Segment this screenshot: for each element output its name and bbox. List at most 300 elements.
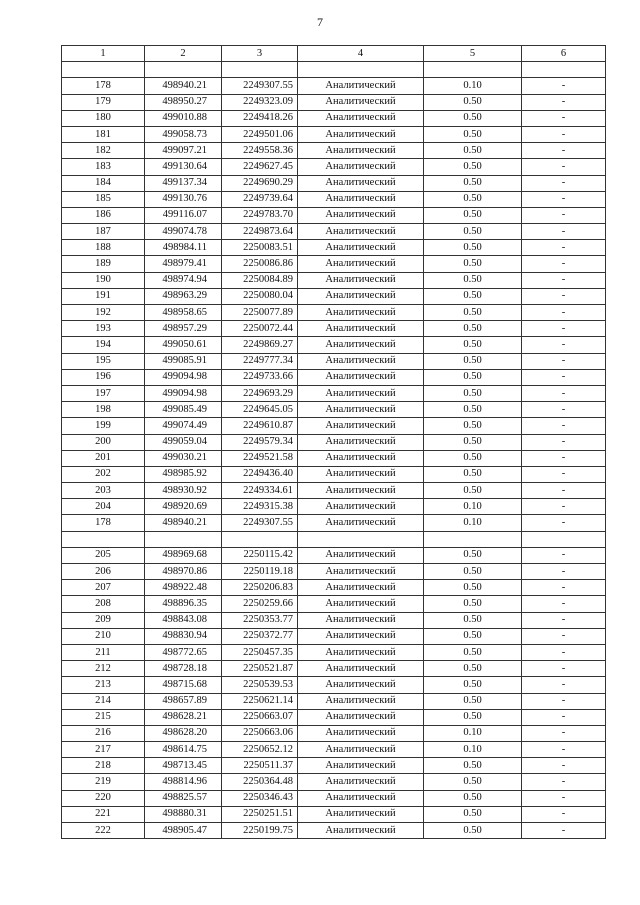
x-coordinate-cell: 499130.76 — [145, 191, 222, 207]
table-row — [62, 612, 606, 628]
note-cell: - — [522, 288, 606, 304]
note-cell: - — [522, 159, 606, 175]
table-row — [62, 644, 606, 660]
table-row — [62, 385, 606, 401]
table-header-row — [62, 46, 606, 62]
note-cell: - — [522, 321, 606, 337]
point-number-cell: 192 — [62, 305, 145, 321]
x-coordinate-cell: 498628.21 — [145, 709, 222, 725]
point-number-cell: 218 — [62, 758, 145, 774]
note-cell: - — [522, 256, 606, 272]
y-coordinate-cell: 2249627.45 — [222, 159, 298, 175]
method-cell: Аналитический — [298, 272, 424, 288]
table-row — [62, 709, 606, 725]
accuracy-cell: 0.50 — [424, 240, 522, 256]
coordinates-table — [61, 45, 606, 839]
point-number-cell: 188 — [62, 240, 145, 256]
x-coordinate-cell: 498969.68 — [145, 547, 222, 563]
x-coordinate-cell: 498728.18 — [145, 661, 222, 677]
method-cell: Аналитический — [298, 288, 424, 304]
accuracy-cell: 0.10 — [424, 742, 522, 758]
method-cell: Аналитический — [298, 628, 424, 644]
table-row — [62, 256, 606, 272]
section-separator-row — [62, 531, 606, 547]
table-body — [62, 62, 606, 839]
empty-cell — [424, 531, 522, 547]
x-coordinate-cell: 498940.21 — [145, 515, 222, 531]
x-coordinate-cell: 499010.88 — [145, 110, 222, 126]
y-coordinate-cell: 2250457.35 — [222, 644, 298, 660]
column-header: 6 — [522, 46, 606, 62]
point-number-cell: 208 — [62, 596, 145, 612]
table-row — [62, 806, 606, 822]
column-header: 2 — [145, 46, 222, 62]
table-row — [62, 677, 606, 693]
method-cell: Аналитический — [298, 110, 424, 126]
method-cell: Аналитический — [298, 709, 424, 725]
y-coordinate-cell: 2249610.87 — [222, 418, 298, 434]
point-number-cell: 215 — [62, 709, 145, 725]
table-row — [62, 418, 606, 434]
point-number-cell: 187 — [62, 224, 145, 240]
accuracy-cell: 0.10 — [424, 515, 522, 531]
accuracy-cell: 0.50 — [424, 709, 522, 725]
section-separator-row — [62, 62, 606, 78]
y-coordinate-cell: 2250077.89 — [222, 305, 298, 321]
method-cell: Аналитический — [298, 94, 424, 110]
point-number-cell: 178 — [62, 78, 145, 94]
note-cell: - — [522, 126, 606, 142]
method-cell: Аналитический — [298, 644, 424, 660]
y-coordinate-cell: 2250083.51 — [222, 240, 298, 256]
accuracy-cell: 0.50 — [424, 175, 522, 191]
accuracy-cell: 0.50 — [424, 628, 522, 644]
y-coordinate-cell: 2250080.04 — [222, 288, 298, 304]
note-cell: - — [522, 402, 606, 418]
point-number-cell: 178 — [62, 515, 145, 531]
note-cell: - — [522, 774, 606, 790]
point-number-cell: 189 — [62, 256, 145, 272]
accuracy-cell: 0.50 — [424, 353, 522, 369]
table-row — [62, 288, 606, 304]
y-coordinate-cell: 2250364.48 — [222, 774, 298, 790]
accuracy-cell: 0.50 — [424, 693, 522, 709]
method-cell: Аналитический — [298, 742, 424, 758]
note-cell: - — [522, 385, 606, 401]
y-coordinate-cell: 2250251.51 — [222, 806, 298, 822]
method-cell: Аналитический — [298, 207, 424, 223]
x-coordinate-cell: 498920.69 — [145, 499, 222, 515]
method-cell: Аналитический — [298, 402, 424, 418]
note-cell: - — [522, 709, 606, 725]
accuracy-cell: 0.50 — [424, 288, 522, 304]
y-coordinate-cell: 2250663.07 — [222, 709, 298, 725]
accuracy-cell: 0.50 — [424, 305, 522, 321]
y-coordinate-cell: 2250259.66 — [222, 596, 298, 612]
method-cell: Аналитический — [298, 175, 424, 191]
point-number-cell: 222 — [62, 823, 145, 839]
method-cell: Аналитический — [298, 580, 424, 596]
point-number-cell: 212 — [62, 661, 145, 677]
y-coordinate-cell: 2250084.89 — [222, 272, 298, 288]
empty-cell — [62, 62, 145, 78]
empty-cell — [522, 62, 606, 78]
point-number-cell: 201 — [62, 450, 145, 466]
accuracy-cell: 0.50 — [424, 612, 522, 628]
point-number-cell: 200 — [62, 434, 145, 450]
note-cell: - — [522, 466, 606, 482]
y-coordinate-cell: 2250372.77 — [222, 628, 298, 644]
empty-cell — [522, 531, 606, 547]
table-row — [62, 499, 606, 515]
note-cell: - — [522, 628, 606, 644]
note-cell: - — [522, 337, 606, 353]
y-coordinate-cell: 2250539.53 — [222, 677, 298, 693]
y-coordinate-cell: 2249693.29 — [222, 385, 298, 401]
x-coordinate-cell: 498930.92 — [145, 483, 222, 499]
x-coordinate-cell: 498940.21 — [145, 78, 222, 94]
empty-cell — [145, 531, 222, 547]
y-coordinate-cell: 2249869.27 — [222, 337, 298, 353]
x-coordinate-cell: 499094.98 — [145, 369, 222, 385]
x-coordinate-cell: 498814.96 — [145, 774, 222, 790]
y-coordinate-cell: 2249307.55 — [222, 515, 298, 531]
y-coordinate-cell: 2250521.87 — [222, 661, 298, 677]
table-row — [62, 369, 606, 385]
point-number-cell: 190 — [62, 272, 145, 288]
table-row — [62, 661, 606, 677]
x-coordinate-cell: 498974.94 — [145, 272, 222, 288]
table-row — [62, 159, 606, 175]
accuracy-cell: 0.50 — [424, 126, 522, 142]
accuracy-cell: 0.50 — [424, 450, 522, 466]
point-number-cell: 183 — [62, 159, 145, 175]
table-row — [62, 450, 606, 466]
x-coordinate-cell: 499085.49 — [145, 402, 222, 418]
y-coordinate-cell: 2249558.36 — [222, 143, 298, 159]
point-number-cell: 221 — [62, 806, 145, 822]
x-coordinate-cell: 499074.49 — [145, 418, 222, 434]
x-coordinate-cell: 498880.31 — [145, 806, 222, 822]
accuracy-cell: 0.50 — [424, 337, 522, 353]
y-coordinate-cell: 2249436.40 — [222, 466, 298, 482]
note-cell: - — [522, 564, 606, 580]
method-cell: Аналитический — [298, 499, 424, 515]
note-cell: - — [522, 110, 606, 126]
empty-cell — [298, 531, 424, 547]
x-coordinate-cell: 498830.94 — [145, 628, 222, 644]
x-coordinate-cell: 499030.21 — [145, 450, 222, 466]
table-row — [62, 434, 606, 450]
method-cell: Аналитический — [298, 515, 424, 531]
x-coordinate-cell: 498614.75 — [145, 742, 222, 758]
table-row — [62, 126, 606, 142]
point-number-cell: 197 — [62, 385, 145, 401]
note-cell: - — [522, 272, 606, 288]
note-cell: - — [522, 677, 606, 693]
x-coordinate-cell: 498970.86 — [145, 564, 222, 580]
accuracy-cell: 0.50 — [424, 434, 522, 450]
y-coordinate-cell: 2250206.83 — [222, 580, 298, 596]
x-coordinate-cell: 498905.47 — [145, 823, 222, 839]
y-coordinate-cell: 2249873.64 — [222, 224, 298, 240]
y-coordinate-cell: 2249307.55 — [222, 78, 298, 94]
x-coordinate-cell: 499116.07 — [145, 207, 222, 223]
method-cell: Аналитический — [298, 256, 424, 272]
method-cell: Аналитический — [298, 159, 424, 175]
method-cell: Аналитический — [298, 661, 424, 677]
accuracy-cell: 0.50 — [424, 661, 522, 677]
y-coordinate-cell: 2250072.44 — [222, 321, 298, 337]
note-cell: - — [522, 434, 606, 450]
method-cell: Аналитический — [298, 596, 424, 612]
x-coordinate-cell: 499074.78 — [145, 224, 222, 240]
table-row — [62, 483, 606, 499]
x-coordinate-cell: 499130.64 — [145, 159, 222, 175]
y-coordinate-cell: 2249579.34 — [222, 434, 298, 450]
note-cell: - — [522, 483, 606, 499]
table-row — [62, 790, 606, 806]
point-number-cell: 180 — [62, 110, 145, 126]
note-cell: - — [522, 547, 606, 563]
table-row — [62, 321, 606, 337]
accuracy-cell: 0.50 — [424, 256, 522, 272]
accuracy-cell: 0.10 — [424, 78, 522, 94]
method-cell: Аналитический — [298, 774, 424, 790]
point-number-cell: 196 — [62, 369, 145, 385]
table-row — [62, 823, 606, 839]
table-row — [62, 272, 606, 288]
point-number-cell: 179 — [62, 94, 145, 110]
page-number: 7 — [317, 15, 323, 29]
method-cell: Аналитический — [298, 240, 424, 256]
column-header: 3 — [222, 46, 298, 62]
table-row — [62, 143, 606, 159]
point-number-cell: 213 — [62, 677, 145, 693]
accuracy-cell: 0.50 — [424, 483, 522, 499]
method-cell: Аналитический — [298, 677, 424, 693]
method-cell: Аналитический — [298, 434, 424, 450]
table-row — [62, 596, 606, 612]
column-header: 1 — [62, 46, 145, 62]
method-cell: Аналитический — [298, 385, 424, 401]
point-number-cell: 195 — [62, 353, 145, 369]
y-coordinate-cell: 2249645.05 — [222, 402, 298, 418]
point-number-cell: 181 — [62, 126, 145, 142]
y-coordinate-cell: 2249777.34 — [222, 353, 298, 369]
x-coordinate-cell: 498950.27 — [145, 94, 222, 110]
x-coordinate-cell: 499085.91 — [145, 353, 222, 369]
empty-cell — [298, 62, 424, 78]
accuracy-cell: 0.50 — [424, 110, 522, 126]
x-coordinate-cell: 499050.61 — [145, 337, 222, 353]
x-coordinate-cell: 498958.65 — [145, 305, 222, 321]
x-coordinate-cell: 498979.41 — [145, 256, 222, 272]
x-coordinate-cell: 498843.08 — [145, 612, 222, 628]
method-cell: Аналитический — [298, 612, 424, 628]
table-row — [62, 78, 606, 94]
point-number-cell: 210 — [62, 628, 145, 644]
point-number-cell: 220 — [62, 790, 145, 806]
note-cell: - — [522, 450, 606, 466]
table-row — [62, 305, 606, 321]
y-coordinate-cell: 2249418.26 — [222, 110, 298, 126]
note-cell: - — [522, 790, 606, 806]
x-coordinate-cell: 498772.65 — [145, 644, 222, 660]
table-row — [62, 725, 606, 741]
table-row — [62, 774, 606, 790]
x-coordinate-cell: 498715.68 — [145, 677, 222, 693]
x-coordinate-cell: 499097.21 — [145, 143, 222, 159]
method-cell: Аналитический — [298, 466, 424, 482]
note-cell: - — [522, 644, 606, 660]
point-number-cell: 191 — [62, 288, 145, 304]
x-coordinate-cell: 498657.89 — [145, 693, 222, 709]
table-row — [62, 564, 606, 580]
note-cell: - — [522, 742, 606, 758]
y-coordinate-cell: 2249690.29 — [222, 175, 298, 191]
y-coordinate-cell: 2250199.75 — [222, 823, 298, 839]
x-coordinate-cell: 498825.57 — [145, 790, 222, 806]
note-cell: - — [522, 725, 606, 741]
table-row — [62, 224, 606, 240]
table-row — [62, 466, 606, 482]
x-coordinate-cell: 498984.11 — [145, 240, 222, 256]
table-row — [62, 402, 606, 418]
note-cell: - — [522, 207, 606, 223]
accuracy-cell: 0.50 — [424, 596, 522, 612]
accuracy-cell: 0.50 — [424, 823, 522, 839]
accuracy-cell: 0.50 — [424, 564, 522, 580]
accuracy-cell: 0.50 — [424, 321, 522, 337]
column-header: 4 — [298, 46, 424, 62]
accuracy-cell: 0.50 — [424, 143, 522, 159]
empty-cell — [62, 531, 145, 547]
point-number-cell: 207 — [62, 580, 145, 596]
accuracy-cell: 0.50 — [424, 385, 522, 401]
method-cell: Аналитический — [298, 353, 424, 369]
point-number-cell: 219 — [62, 774, 145, 790]
point-number-cell: 211 — [62, 644, 145, 660]
method-cell: Аналитический — [298, 143, 424, 159]
method-cell: Аналитический — [298, 305, 424, 321]
method-cell: Аналитический — [298, 725, 424, 741]
x-coordinate-cell: 499094.98 — [145, 385, 222, 401]
y-coordinate-cell: 2249521.58 — [222, 450, 298, 466]
y-coordinate-cell: 2250663.06 — [222, 725, 298, 741]
table-row — [62, 580, 606, 596]
method-cell: Аналитический — [298, 547, 424, 563]
note-cell: - — [522, 191, 606, 207]
y-coordinate-cell: 2250119.18 — [222, 564, 298, 580]
note-cell: - — [522, 661, 606, 677]
point-number-cell: 182 — [62, 143, 145, 159]
point-number-cell: 205 — [62, 547, 145, 563]
x-coordinate-cell: 498985.92 — [145, 466, 222, 482]
accuracy-cell: 0.50 — [424, 418, 522, 434]
table-row — [62, 191, 606, 207]
point-number-cell: 185 — [62, 191, 145, 207]
accuracy-cell: 0.50 — [424, 94, 522, 110]
accuracy-cell: 0.50 — [424, 790, 522, 806]
note-cell: - — [522, 596, 606, 612]
note-cell: - — [522, 823, 606, 839]
accuracy-cell: 0.50 — [424, 224, 522, 240]
y-coordinate-cell: 2249739.64 — [222, 191, 298, 207]
point-number-cell: 214 — [62, 693, 145, 709]
column-header: 5 — [424, 46, 522, 62]
table-row — [62, 758, 606, 774]
point-number-cell: 194 — [62, 337, 145, 353]
note-cell: - — [522, 806, 606, 822]
method-cell: Аналитический — [298, 321, 424, 337]
method-cell: Аналитический — [298, 483, 424, 499]
note-cell: - — [522, 499, 606, 515]
method-cell: Аналитический — [298, 564, 424, 580]
note-cell: - — [522, 580, 606, 596]
table-row — [62, 628, 606, 644]
y-coordinate-cell: 2249334.61 — [222, 483, 298, 499]
y-coordinate-cell: 2249315.38 — [222, 499, 298, 515]
point-number-cell: 199 — [62, 418, 145, 434]
y-coordinate-cell: 2250346.43 — [222, 790, 298, 806]
method-cell: Аналитический — [298, 126, 424, 142]
method-cell: Аналитический — [298, 191, 424, 207]
x-coordinate-cell: 499059.04 — [145, 434, 222, 450]
x-coordinate-cell: 498957.29 — [145, 321, 222, 337]
table-row — [62, 693, 606, 709]
accuracy-cell: 0.50 — [424, 402, 522, 418]
y-coordinate-cell: 2250511.37 — [222, 758, 298, 774]
accuracy-cell: 0.50 — [424, 644, 522, 660]
x-coordinate-cell: 498628.20 — [145, 725, 222, 741]
point-number-cell: 203 — [62, 483, 145, 499]
method-cell: Аналитический — [298, 224, 424, 240]
y-coordinate-cell: 2249733.66 — [222, 369, 298, 385]
note-cell: - — [522, 305, 606, 321]
accuracy-cell: 0.50 — [424, 159, 522, 175]
note-cell: - — [522, 693, 606, 709]
y-coordinate-cell: 2249323.09 — [222, 94, 298, 110]
note-cell: - — [522, 515, 606, 531]
note-cell: - — [522, 143, 606, 159]
empty-cell — [222, 62, 298, 78]
table-row — [62, 110, 606, 126]
table-row — [62, 337, 606, 353]
point-number-cell: 202 — [62, 466, 145, 482]
accuracy-cell: 0.50 — [424, 466, 522, 482]
note-cell: - — [522, 78, 606, 94]
x-coordinate-cell: 499137.34 — [145, 175, 222, 191]
accuracy-cell: 0.50 — [424, 369, 522, 385]
note-cell: - — [522, 94, 606, 110]
point-number-cell: 186 — [62, 207, 145, 223]
table-row — [62, 94, 606, 110]
table-row — [62, 547, 606, 563]
accuracy-cell: 0.50 — [424, 580, 522, 596]
note-cell: - — [522, 240, 606, 256]
accuracy-cell: 0.50 — [424, 677, 522, 693]
accuracy-cell: 0.50 — [424, 272, 522, 288]
accuracy-cell: 0.50 — [424, 774, 522, 790]
accuracy-cell: 0.50 — [424, 547, 522, 563]
method-cell: Аналитический — [298, 693, 424, 709]
table-row — [62, 742, 606, 758]
accuracy-cell: 0.50 — [424, 758, 522, 774]
empty-cell — [222, 531, 298, 547]
method-cell: Аналитический — [298, 806, 424, 822]
accuracy-cell: 0.50 — [424, 806, 522, 822]
